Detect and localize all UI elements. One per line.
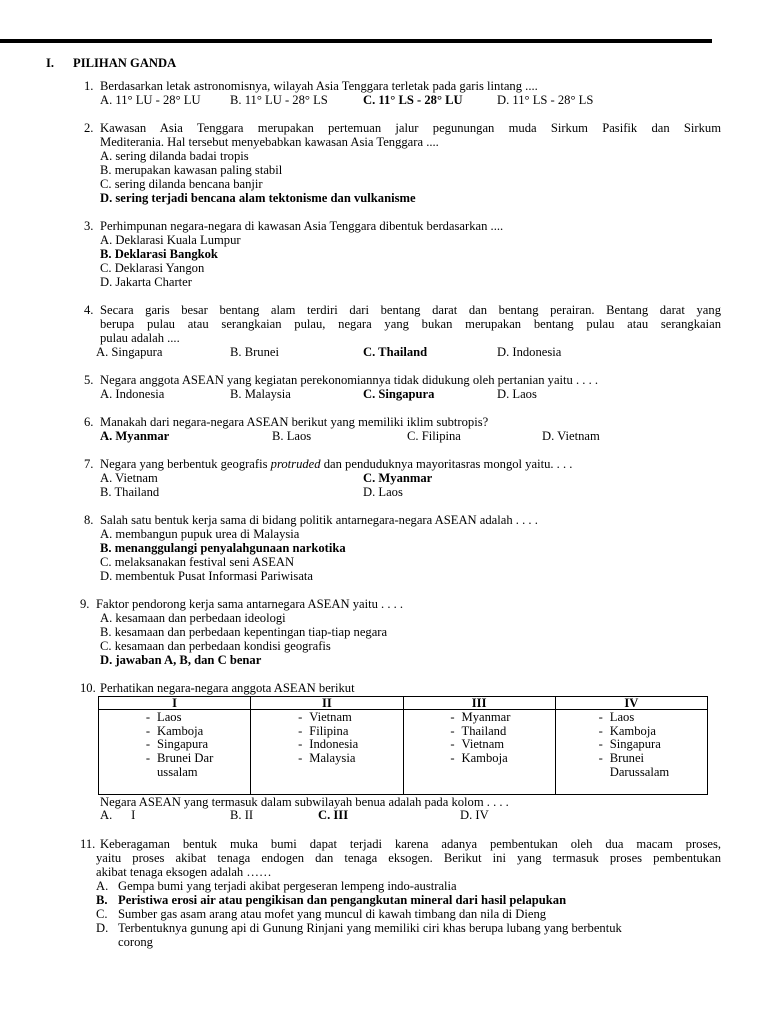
q6-number: 6. xyxy=(84,415,94,429)
list-item: - Kamboja xyxy=(598,723,656,738)
q7-option-b: B. Thailand xyxy=(100,485,160,499)
q4-option-a: A. Singapura xyxy=(96,345,163,359)
q11-option-b-label: B. xyxy=(96,893,108,907)
q2-text-line1: Kawasan Asia Tenggara merupakan pertemuan jalur pegunungan muda Sirkum Pasifik dan Sirkum xyxy=(100,121,721,135)
q11-text-line2: yaitu proses akibat tenaga endogen dan tenaga eksogen. Berikut ini yang termasuk proses pembentukan xyxy=(96,851,721,865)
q9-option-b: B. kesamaan dan perbedaan kepentingan tiap-tiap negara xyxy=(100,625,388,639)
q5-option-a: A. Indonesia xyxy=(100,387,165,401)
q7-number: 7. xyxy=(84,457,94,471)
list-item: - Singapura xyxy=(145,737,209,752)
list-item: - Vietnam xyxy=(450,737,505,752)
q3-text: Perhimpunan negara-negara di kawasan Asia Tenggara dibentuk berdasarkan .... xyxy=(100,219,504,233)
country-list xyxy=(404,710,555,766)
section-title: PILIHAN GANDA xyxy=(73,56,177,70)
q11-number: 11. xyxy=(80,837,96,851)
q2-number: 2. xyxy=(84,121,94,135)
list-item: - Thailand xyxy=(450,723,507,738)
section-number: I. xyxy=(46,56,55,70)
q4-text-line3: pulau adalah .... xyxy=(100,331,180,345)
q1-option-c: C. 11° LS - 28° LU xyxy=(363,93,463,107)
q1-option-a: A. 11° LU - 28° LU xyxy=(100,93,201,107)
q9-number: 9. xyxy=(80,597,90,611)
list-item: - Malaysia xyxy=(298,751,356,766)
q8-option-b: B. menanggulangi penyalahgunaan narkotika xyxy=(100,541,346,555)
list-item: - Brunei Darussalam xyxy=(145,751,214,779)
list-item: - Singapura xyxy=(598,737,661,752)
asean-table-header: I xyxy=(99,697,251,710)
q11-option-d-line2: corong xyxy=(118,935,153,949)
asean-table-header: II xyxy=(251,697,403,710)
list-item: - Kamboja xyxy=(450,751,508,766)
q6-option-a: A. Myanmar xyxy=(100,429,170,443)
q8-option-a: A. membangun pupuk urea di Malaysia xyxy=(100,527,300,541)
asean-table-header-row xyxy=(99,697,708,710)
list-item: - Filipina xyxy=(298,723,349,738)
q8-number: 8. xyxy=(84,513,94,527)
asean-table-cell xyxy=(555,710,707,795)
q10-option-c: C. III xyxy=(318,808,349,822)
q5-option-b: B. Malaysia xyxy=(230,387,291,401)
q7-text-pre: Negara yang berbentuk geografis xyxy=(100,457,271,471)
asean-table-cell xyxy=(251,710,403,795)
q11-text-line3: akibat tenaga eksogen adalah …… xyxy=(96,865,272,879)
q2-option-b: B. merupakan kawasan paling stabil xyxy=(100,163,283,177)
q10-option-b: B. II xyxy=(230,808,254,822)
q11-option-a-label: A. xyxy=(96,879,109,893)
q2-option-d: D. sering terjadi bencana alam tektonisme dan vulkanisme xyxy=(100,191,416,205)
q1-number: 1. xyxy=(84,79,94,93)
q4-number: 4. xyxy=(84,303,94,317)
q4-text-line1: Secara garis besar bentang alam terdiri dari bentang darat dan bentang perairan. Bentang darat yang xyxy=(100,303,721,317)
asean-table-cell xyxy=(99,710,251,795)
q4-option-b: B. Brunei xyxy=(230,345,279,359)
q11-option-a: Gempa bumi yang terjadi akibat pergeseran lempeng indo-australia xyxy=(118,879,457,893)
q10-option-d: D. IV xyxy=(460,808,489,822)
q11-option-d-line1: Terbentuknya gunung api di Gunung Rinjani yang memiliki ciri khas berupa lubang yang berbentuk xyxy=(118,921,622,935)
q3-option-d: D. Jakarta Charter xyxy=(100,275,192,289)
asean-table-cell xyxy=(403,710,555,795)
q6-text: Manakah dari negara-negara ASEAN berikut yang memiliki iklim subtropis? xyxy=(100,415,489,429)
country-list xyxy=(556,710,707,780)
q5-option-c: C. Singapura xyxy=(363,387,435,401)
q9-option-d: D. jawaban A, B, dan C benar xyxy=(100,653,262,667)
q10-number: 10. xyxy=(80,681,96,695)
q9-text: Faktor pendorong kerja sama antarnegara ASEAN yaitu . . . . xyxy=(96,597,404,611)
q3-number: 3. xyxy=(84,219,94,233)
q7-text-em: protruded xyxy=(270,457,321,471)
asean-table-header: IV xyxy=(555,697,707,710)
q4-option-d: D. Indonesia xyxy=(497,345,562,359)
q3-option-a: A. Deklarasi Kuala Lumpur xyxy=(100,233,241,247)
list-item: - Brunei Darussalam xyxy=(598,751,670,779)
q11-option-b: Peristiwa erosi air atau pengikisan dan pengangkutan mineral dari hasil pelapukan xyxy=(118,893,567,907)
q10-text: Perhatikan negara-negara anggota ASEAN berikut xyxy=(100,681,355,695)
q11-option-c: Sumber gas asam arang atau mofet yang muncul di kawah timbang dan nila di Dieng xyxy=(118,907,547,921)
q10-question: Negara ASEAN yang termasuk dalam subwilayah benua adalah pada kolom . . . . xyxy=(100,795,509,809)
q5-option-d: D. Laos xyxy=(497,387,537,401)
list-item: - Kamboja xyxy=(145,723,204,738)
q4-option-c: C. Thailand xyxy=(363,345,428,359)
q10-option-a: A. I xyxy=(100,808,136,822)
list-item: - Laos xyxy=(598,710,635,724)
asean-table xyxy=(98,696,708,795)
q5-text: Negara anggota ASEAN yang kegiatan perekonomiannya tidak didukung oleh pertanian yaitu . . . . xyxy=(100,373,599,387)
q8-option-c: C. melaksanakan festival seni ASEAN xyxy=(100,555,295,569)
q2-option-c: C. sering dilanda bencana banjir xyxy=(100,177,263,191)
list-item: - Laos xyxy=(145,710,182,724)
list-item: - Indonesia xyxy=(298,737,359,752)
q1-option-d: D. 11° LS - 28° LS xyxy=(497,93,594,107)
country-list xyxy=(99,710,250,780)
q11-option-d-label: D. xyxy=(96,921,109,935)
q6-option-c: C. Filipina xyxy=(407,429,461,443)
q9-option-c: C. kesamaan dan perbedaan kondisi geografis xyxy=(100,639,331,653)
q7-text xyxy=(100,457,572,471)
q5-number: 5. xyxy=(84,373,94,387)
q2-option-a: A. sering dilanda badai tropis xyxy=(100,149,249,163)
q11-text-line1: Keberagaman bentuk muka bumi dapat terjadi karena adanya pembentukan oleh dua macam proses, xyxy=(100,837,721,851)
q8-text: Salah satu bentuk kerja sama di bidang politik antarnegara-negara ASEAN adalah . . . . xyxy=(100,513,538,527)
asean-table-row xyxy=(99,710,708,795)
q3-option-c: C. Deklarasi Yangon xyxy=(100,261,205,275)
q8-option-d: D. membentuk Pusat Informasi Pariwisata xyxy=(100,569,314,583)
country-list xyxy=(251,710,402,766)
q2-text-line2: Mediterania. Hal tersebut menyebabkan kawasan Asia Tenggara .... xyxy=(100,135,439,149)
q6-option-d: D. Vietnam xyxy=(542,429,600,443)
q7-option-a: A. Vietnam xyxy=(100,471,158,485)
q3-option-b: B. Deklarasi Bangkok xyxy=(100,247,218,261)
q7-option-d: D. Laos xyxy=(363,485,403,499)
q6-option-b: B. Laos xyxy=(272,429,312,443)
q1-option-b: B. 11° LU - 28° LS xyxy=(230,93,328,107)
q7-text-post: dan penduduknya mayoritasras mongol yaitu. . . . xyxy=(320,457,573,471)
q4-text-line2: berupa pulau atau serangkaian pulau, negara yang bukan merupakan bentang pulau atau serangkaian xyxy=(100,317,721,331)
list-item: - Myanmar xyxy=(450,710,511,724)
q1-text: Berdasarkan letak astronomisnya, wilayah Asia Tenggara terletak pada garis lintang .... xyxy=(100,79,538,93)
q7-option-c: C. Myanmar xyxy=(363,471,433,485)
list-item: - Vietnam xyxy=(298,710,352,724)
q11-option-c-label: C. xyxy=(96,907,108,921)
q9-option-a: A. kesamaan dan perbedaan ideologi xyxy=(100,611,286,625)
asean-table-header: III xyxy=(403,697,555,710)
